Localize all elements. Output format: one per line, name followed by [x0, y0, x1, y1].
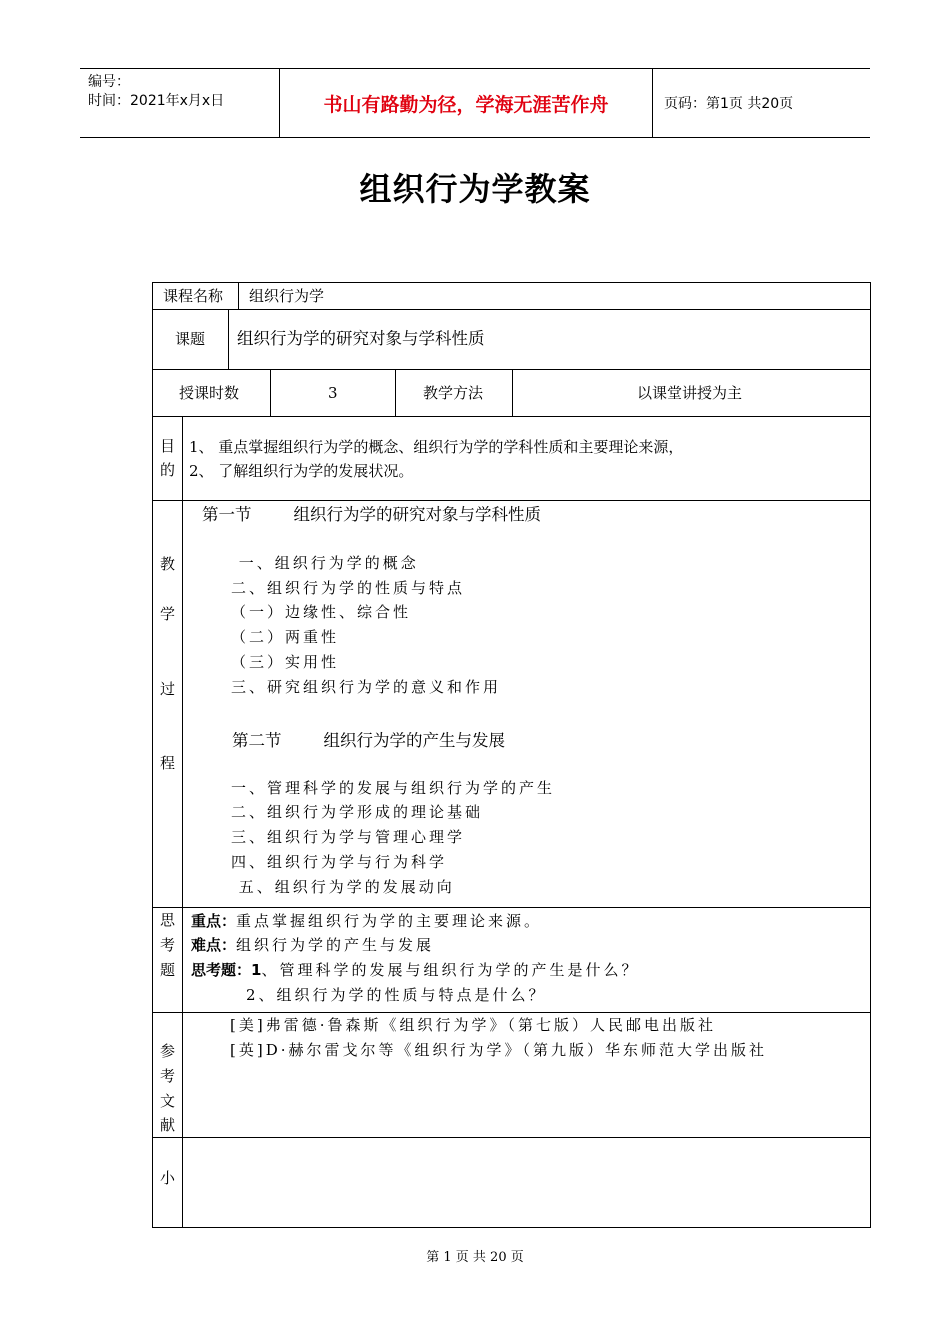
think-label-1: 思 — [159, 911, 175, 929]
col-divider — [512, 369, 513, 416]
question-2: 2、组织行为学的性质与特点是什么？ — [246, 986, 547, 1004]
section1-item: （一）边缘性、综合性 — [231, 603, 412, 621]
question-1-text: 、管理科学的发展与组织行为学的产生是什么？ — [261, 961, 640, 979]
section2-item: 二、组织行为学形成的理论基础 — [231, 803, 484, 821]
key-point-text: 重点掌握组织行为学的主要理论来源。 — [236, 912, 543, 930]
col-divider — [395, 369, 396, 416]
section1-item: 二、组织行为学的性质与特点 — [231, 579, 466, 597]
lesson-plan-table — [152, 282, 871, 1228]
objective-item: 1、 重点掌握组织行为学的概念、组织行为学的学科性质和主要理论来源， — [189, 438, 684, 456]
difficulty-label: 难点： — [191, 936, 237, 954]
method-label: 教学方法 — [423, 384, 484, 402]
think-label-3: 题 — [159, 961, 175, 979]
col-divider — [182, 416, 183, 1227]
section2-item: 五、组织行为学的发展动向 — [231, 878, 455, 896]
key-point — [191, 909, 542, 933]
document-title: 组织行为学教案 — [359, 170, 591, 208]
hours-label: 授课时数 — [179, 384, 240, 402]
page-footer: 第 1 页 共 20 页 — [426, 1250, 524, 1265]
section2-item: 三、组织行为学与管理心理学 — [231, 828, 466, 846]
objective-label-2: 的 — [159, 461, 175, 479]
page-info: 页码：第1页 共20页 — [664, 96, 794, 112]
think-label-2: 考 — [159, 936, 175, 954]
reference-label-2: 考 — [159, 1067, 175, 1085]
course-name-label: 课程名称 — [163, 287, 224, 305]
section1-item: （三）实用性 — [231, 653, 340, 671]
row-divider — [153, 416, 870, 417]
method-value: 以课堂讲授为主 — [637, 384, 743, 402]
section2-item: 一、管理科学的发展与组织行为学的产生 — [231, 779, 556, 797]
section1-title: 第一节 组织行为学的研究对象与学科性质 — [202, 505, 541, 524]
summary-label: 小 — [159, 1169, 175, 1187]
reference-label-3: 文 — [159, 1092, 175, 1110]
reference-item: [美]弗雷德·鲁森斯《组织行为学》（第七版）人民邮电出版社 — [230, 1016, 716, 1034]
col-divider — [238, 283, 239, 309]
process-label-3: 过 — [159, 680, 175, 698]
time-label: 时间：2021年x月x日 — [88, 93, 225, 109]
topic-value: 组织行为学的研究对象与学科性质 — [237, 329, 485, 348]
col-divider — [270, 369, 271, 416]
process-label-1: 教 — [159, 555, 175, 573]
section2-item: 四、组织行为学与行为科学 — [231, 853, 448, 871]
header-meta — [80, 69, 280, 137]
topic-label: 课题 — [175, 330, 206, 348]
reference-label-1: 参 — [159, 1042, 175, 1060]
row-divider — [153, 1137, 870, 1138]
page-header — [80, 68, 870, 138]
row-divider — [153, 309, 870, 310]
objective-label-1: 目 — [159, 437, 175, 455]
reference-item: [英]D·赫尔雷戈尔等《组织行为学》（第九版）华东师范大学出版社 — [230, 1041, 768, 1059]
difficulty — [191, 933, 434, 957]
section1-item: 一、组织行为学的概念 — [231, 554, 419, 572]
hours-value: 3 — [328, 384, 338, 402]
motto: 书山有路勤为径，学海无涯苦作舟 — [280, 69, 653, 137]
question-1-number: 1 — [251, 961, 262, 979]
process-label-2: 学 — [159, 605, 175, 623]
col-divider — [228, 309, 229, 369]
difficulty-text: 组织行为学的产生与发展 — [236, 936, 435, 954]
row-divider — [153, 500, 870, 501]
section2-title: 第二节 组织行为学的产生与发展 — [232, 731, 505, 750]
reference-label-4: 献 — [159, 1116, 175, 1134]
objective-item: 2、 了解组织行为学的发展状况。 — [189, 462, 414, 480]
section1-item: 三、研究组织行为学的意义和作用 — [231, 678, 502, 696]
course-name-value: 组织行为学 — [249, 287, 325, 305]
process-label-4: 程 — [159, 754, 175, 772]
section1-item: （二）两重性 — [231, 628, 340, 646]
questions-label: 思考题： — [191, 961, 252, 979]
question-1 — [191, 958, 639, 982]
key-point-label: 重点： — [191, 912, 237, 930]
row-divider — [153, 907, 870, 908]
number-label: 编号： — [88, 74, 130, 90]
